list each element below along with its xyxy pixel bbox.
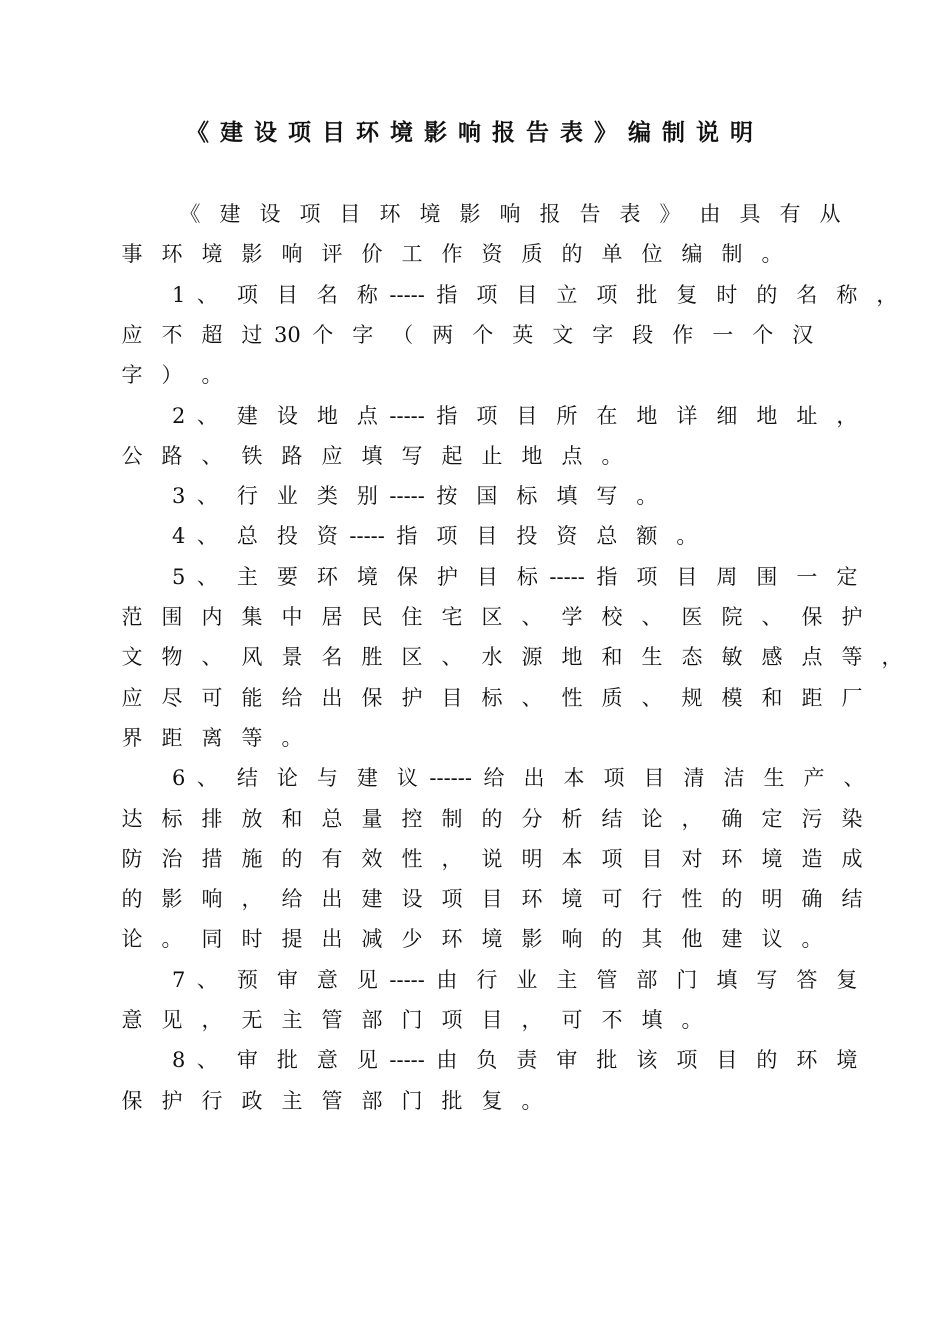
body-line: 达 标 排 放 和 总 量 控 制 的 分 析 结 论 ， 确 定 污 染 xyxy=(121,807,863,831)
body-line: 1 、 项 目 名 称 ----- 指 项 目 立 项 批 复 时 的 名 称 ， xyxy=(172,283,898,307)
body-line: 的 影 响 ， 给 出 建 设 项 目 环 境 可 行 性 的 明 确 结 xyxy=(121,887,863,911)
body-line: 《 建 设 项 目 环 境 影 响 报 告 表 》 由 具 有 从 xyxy=(179,202,841,226)
body-line: 5 、 主 要 环 境 保 护 目 标 ----- 指 项 目 周 围 一 定 xyxy=(172,565,858,589)
body-line: 公 路 、 铁 路 应 填 写 起 止 地 点 。 xyxy=(121,444,623,468)
body-line: 防 治 措 施 的 有 效 性 ， 说 明 本 项 目 对 环 境 造 成 xyxy=(121,847,863,871)
body-line: 范 围 内 集 中 居 民 住 宅 区 、 学 校 、 医 院 、 保 护 xyxy=(121,605,863,629)
body-line: 字 ） 。 xyxy=(121,363,223,387)
page-title: 《建设项目环境影响报告表》编制说明 xyxy=(186,119,764,146)
body-line: 界 距 离 等 。 xyxy=(121,726,303,750)
body-line: 6 、 结 论 与 建 议 ------ 给 出 本 项 目 清 洁 生 产 、 xyxy=(172,766,865,790)
body-line: 应 不 超 过 30 个 字 （ 两 个 英 文 字 段 作 一 个 汉 xyxy=(121,323,814,347)
body-line: 论 。 同 时 提 出 减 少 环 境 影 响 的 其 他 建 议 。 xyxy=(121,927,823,951)
body-line: 文 物 、 风 景 名 胜 区 、 水 源 地 和 生 态 敏 感 点 等 ， xyxy=(121,645,903,669)
body-line: 意 见 ， 无 主 管 部 门 项 目 ， 可 不 填 。 xyxy=(121,1008,703,1032)
body-line: 4 、 总 投 资 ----- 指 项 目 投 资 总 额 。 xyxy=(172,524,698,548)
body-line: 2 、 建 设 地 点 ----- 指 项 目 所 在 地 详 细 地 址 ， xyxy=(172,404,858,428)
body-line: 3 、 行 业 类 别 ----- 按 国 标 填 写 。 xyxy=(172,484,658,508)
body-line: 7 、 预 审 意 见 ----- 由 行 业 主 管 部 门 填 写 答 复 xyxy=(172,968,858,992)
body-line: 保 护 行 政 主 管 部 门 批 复 。 xyxy=(121,1089,543,1113)
body-line: 事 环 境 影 响 评 价 工 作 资 质 的 单 位 编 制 。 xyxy=(121,242,783,266)
body-line: 8 、 审 批 意 见 ----- 由 负 责 审 批 该 项 目 的 环 境 xyxy=(172,1048,858,1072)
body-line: 应 尽 可 能 给 出 保 护 目 标 、 性 质 、 规 模 和 距 厂 xyxy=(121,686,863,710)
